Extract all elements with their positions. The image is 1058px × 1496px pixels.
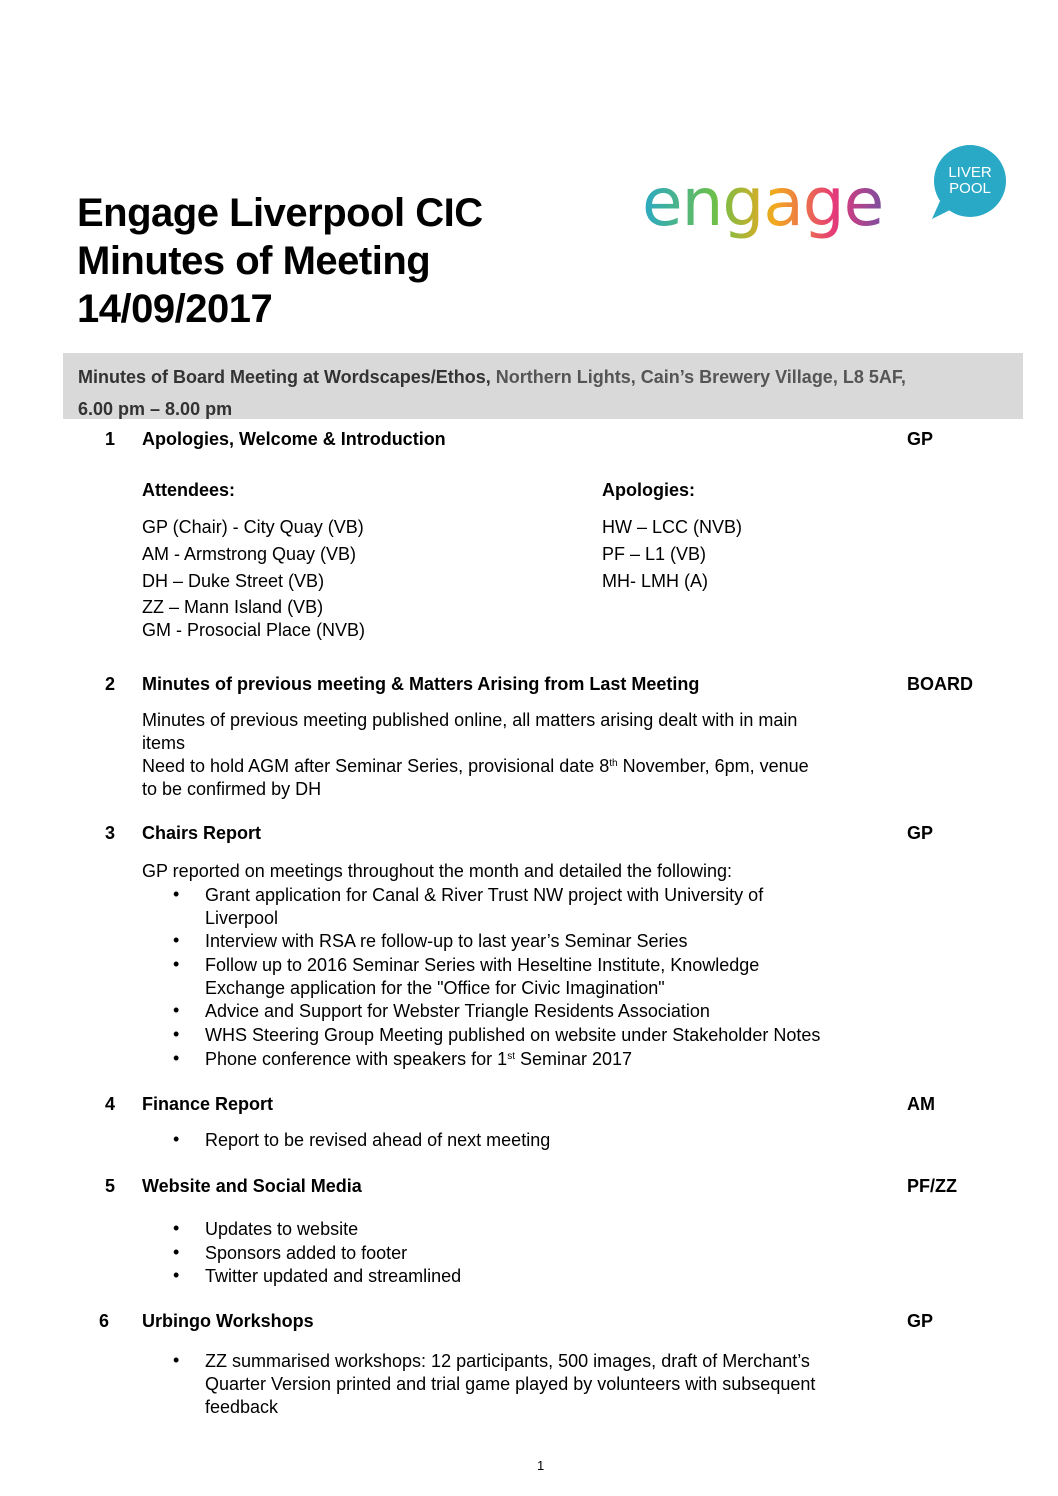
item-number: 2 — [104, 674, 115, 694]
item-owner: GP — [907, 823, 934, 843]
bullet-icon: • — [173, 1350, 180, 1370]
attendee: GM - Prosocial Place (NVB) — [142, 620, 366, 640]
item-owner: GP — [907, 429, 934, 449]
item-number: 1 — [104, 429, 115, 449]
list-item: Sponsors added to footer — [205, 1243, 408, 1263]
minutes-text-line: Need to hold AGM after Seminar Series, provisional date 8th November, 6pm, venue — [142, 756, 809, 776]
attendee: DH – Duke Street (VB) — [142, 571, 325, 591]
chairs-intro: GP reported on meetings throughout the month and detailed the following: — [142, 861, 733, 881]
list-item: Phone conference with speakers for 1st Seminar 2017 — [205, 1049, 633, 1069]
list-item: feedback — [205, 1397, 279, 1417]
logo-bubble-line-1: LIVER — [948, 164, 992, 181]
item-heading: Apologies, Welcome & Introduction — [142, 429, 446, 449]
list-item: Follow up to 2016 Seminar Series with Heseltine Institute, Knowledge — [205, 955, 760, 975]
item-heading: Website and Social Media — [142, 1176, 362, 1196]
logo-wordmark: engage — [642, 164, 884, 241]
item-number: 3 — [104, 823, 115, 843]
item-number: 4 — [104, 1094, 115, 1114]
attendee: GP (Chair) - City Quay (VB) — [142, 517, 364, 537]
apology: HW – LCC (NVB) — [602, 517, 743, 537]
bullet-icon: • — [173, 1024, 180, 1044]
minutes-text-line: items — [142, 733, 186, 753]
bullet-icon: • — [173, 1129, 180, 1149]
item-owner: PF/ZZ — [907, 1176, 957, 1196]
bullet-icon: • — [173, 1265, 180, 1285]
engage-liverpool-logo — [640, 135, 1010, 255]
list-item: Interview with RSA re follow-up to last year’s Seminar Series — [205, 931, 688, 951]
bullet-icon: • — [173, 884, 180, 904]
title-line-3: 14/09/2017 — [77, 287, 273, 331]
attendee: ZZ – Mann Island (VB) — [142, 597, 324, 617]
list-item: Advice and Support for Webster Triangle Residents Association — [205, 1001, 710, 1021]
minutes-text-line: Minutes of previous meeting published online, all matters arising dealt with in main — [142, 710, 798, 730]
bullet-icon: • — [173, 930, 180, 950]
item-number: 5 — [104, 1176, 115, 1196]
bullet-icon: • — [173, 954, 180, 974]
apology: MH- LMH (A) — [602, 571, 708, 591]
bullet-icon: • — [173, 1218, 180, 1238]
list-item: ZZ summarised workshops: 12 participants, 500 images, draft of Merchant’s — [205, 1351, 810, 1371]
list-item: Twitter updated and streamlined — [205, 1266, 462, 1286]
list-item: Updates to website — [205, 1219, 359, 1239]
bullet-icon: • — [173, 1242, 180, 1262]
item-heading: Minutes of previous meeting & Matters Arising from Last Meeting — [142, 674, 700, 694]
item-owner: AM — [907, 1094, 935, 1114]
list-item: WHS Steering Group Meeting published on website under Stakeholder Notes — [205, 1025, 821, 1045]
bullet-icon: • — [173, 1048, 180, 1068]
attendee: AM - Armstrong Quay (VB) — [142, 544, 357, 564]
list-item: Grant application for Canal & River Trust NW project with University of — [205, 885, 764, 905]
apologies-label: Apologies: — [602, 480, 695, 500]
item-number: 6 — [98, 1311, 109, 1331]
title-line-2: Minutes of Meeting — [77, 239, 431, 283]
item-heading: Urbingo Workshops — [142, 1311, 314, 1331]
page-number: 1 — [537, 1458, 545, 1473]
bullet-icon: • — [173, 1000, 180, 1020]
banner-line-2: 6.00 pm – 8.00 pm — [78, 399, 233, 419]
item-heading: Finance Report — [142, 1094, 274, 1114]
item-owner: GP — [907, 1311, 934, 1331]
list-item: Liverpool — [205, 908, 279, 928]
list-item: Exchange application for the "Office for Civic Imagination" — [205, 978, 665, 998]
title-line-1: Engage Liverpool CIC — [77, 191, 483, 235]
attendees-label: Attendees: — [142, 480, 236, 500]
meeting-details-banner — [63, 353, 1023, 419]
list-item: Report to be revised ahead of next meeting — [205, 1130, 551, 1150]
item-heading: Chairs Report — [142, 823, 262, 843]
item-owner: BOARD — [907, 674, 973, 694]
minutes-text-line: to be confirmed by DH — [142, 779, 322, 799]
apology: PF – L1 (VB) — [602, 544, 707, 564]
list-item: Quarter Version printed and trial game played by volunteers with subsequent — [205, 1374, 816, 1394]
logo-bubble-line-2: POOL — [949, 180, 991, 197]
banner-line-1: Minutes of Board Meeting at Wordscapes/Ethos, Northern Lights, Cain’s Brewery Village, L8 5AF, — [78, 367, 906, 387]
